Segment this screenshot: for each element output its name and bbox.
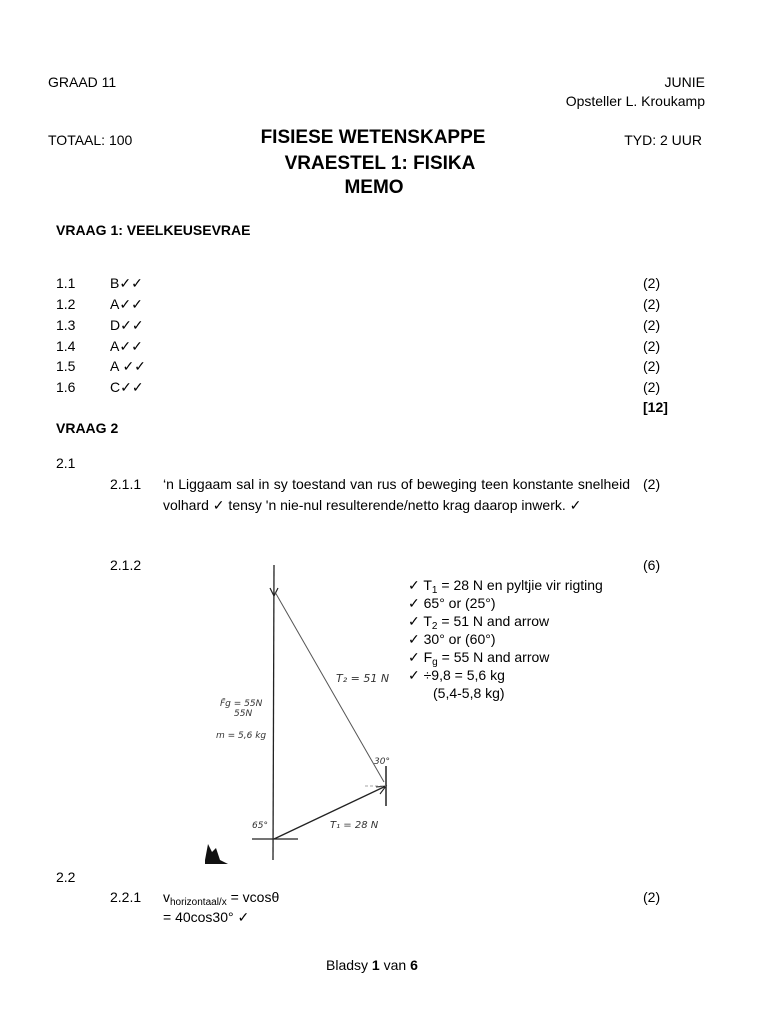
q2-1-1-number: 2.1.1 [110,476,142,492]
q2-2-number: 2.2 [56,869,76,885]
q1-total: [12] [643,399,668,415]
q1-item-marks: (2) [643,379,661,395]
q1-item-answer: B✓✓ [110,275,143,291]
q2-2-1-number: 2.2.1 [110,889,142,905]
q1-item-marks: (2) [643,317,661,333]
tick-mass: ✓ ÷9,8 = 5,6 kg [408,667,505,683]
q2-2-1-line2: = 40cos30° ✓ [163,909,250,925]
tick-t1: ✓ $T_1 = 28$ N en pyltjie vir rigting [408,577,603,596]
q1-item-marks: (2) [643,358,661,374]
tick-t2: ✓ $T_2 = 51$ N and arrow [408,613,550,632]
q1-item-num: 1.1 [56,275,76,291]
time-label: TYD: 2 UUR [624,132,702,148]
force-diagram [200,560,410,870]
page-title-line3: MEMO [344,177,404,198]
q1-item-marks: (2) [643,338,661,354]
diagram-background [200,560,410,870]
author-label: Opsteller L. Kroukamp [565,93,705,109]
total-label: TOTAAL: 100 [48,132,133,148]
marking-ticks [408,576,603,702]
q2-1-1-marks: (2) [643,476,661,492]
q2-1-2-marks: (6) [643,557,661,573]
q1-item-marks: (2) [643,296,661,312]
q2-heading: VRAAG 2 [56,420,119,436]
q2-2-1-marks: (2) [643,889,661,905]
tick-angle1: ✓ 65° or (25°) [408,595,496,611]
q1-item-num: 1.5 [56,358,76,374]
q1-item-num: 1.2 [56,296,76,312]
t1-label: T₁ = 28 N [330,820,379,831]
fg-value: 55N [234,709,253,719]
q1-item-answer: A✓✓ [110,296,143,312]
grade-label: GRAAD 11 [48,74,117,90]
q1-item-num: 1.6 [56,379,76,395]
q1-item-answer: A ✓✓ [110,358,146,374]
fg-label: F̄g = 55N [220,699,263,709]
q1-item-answer: D✓✓ [110,317,144,333]
angle-30-label: 30° [374,757,390,767]
angle-65-label: 65° [252,821,268,831]
tick-fg: ✓ $F_g = 55$ N and arrow [408,649,550,668]
q1-item-answer: A✓✓ [110,338,143,354]
tick-range: (5,4-5,8 kg) [433,685,505,701]
q2-2-1-equation: $v_{horizontaal/x} = vcos\theta$ [163,889,280,908]
page-title-line1: FISIESE WETENSKAPPE [260,127,486,148]
page-footer: Bladsy 1 van 6 [326,957,418,973]
q1-item-answer: C✓✓ [110,379,144,395]
q1-item-marks: (2) [643,275,661,291]
t2-label: T₂ = 51 N [336,672,390,685]
q2-1-2-number: 2.1.2 [110,557,142,573]
q2-1-number: 2.1 [56,455,76,471]
mass-label: m = 5,6 kg [216,731,267,741]
q2-1-1-answer: ‘n Liggaam sal in sy toestand van rus of beweging teen konstante snelheid volhard ✓ tensy 'n nie-nul resulterende/netto krag daarop inwerk. ✓ [163,476,630,513]
q1-item-num: 1.4 [56,338,76,354]
month-label: JUNIE [664,74,705,90]
tick-angle2: ✓ 30° or (60°) [408,631,496,647]
q1-item-num: 1.3 [56,317,76,333]
page-title-line2: VRAESTEL 1: FISIKA [284,153,476,174]
q1-heading: VRAAG 1: VEELKEUSEVRAE [56,222,251,238]
